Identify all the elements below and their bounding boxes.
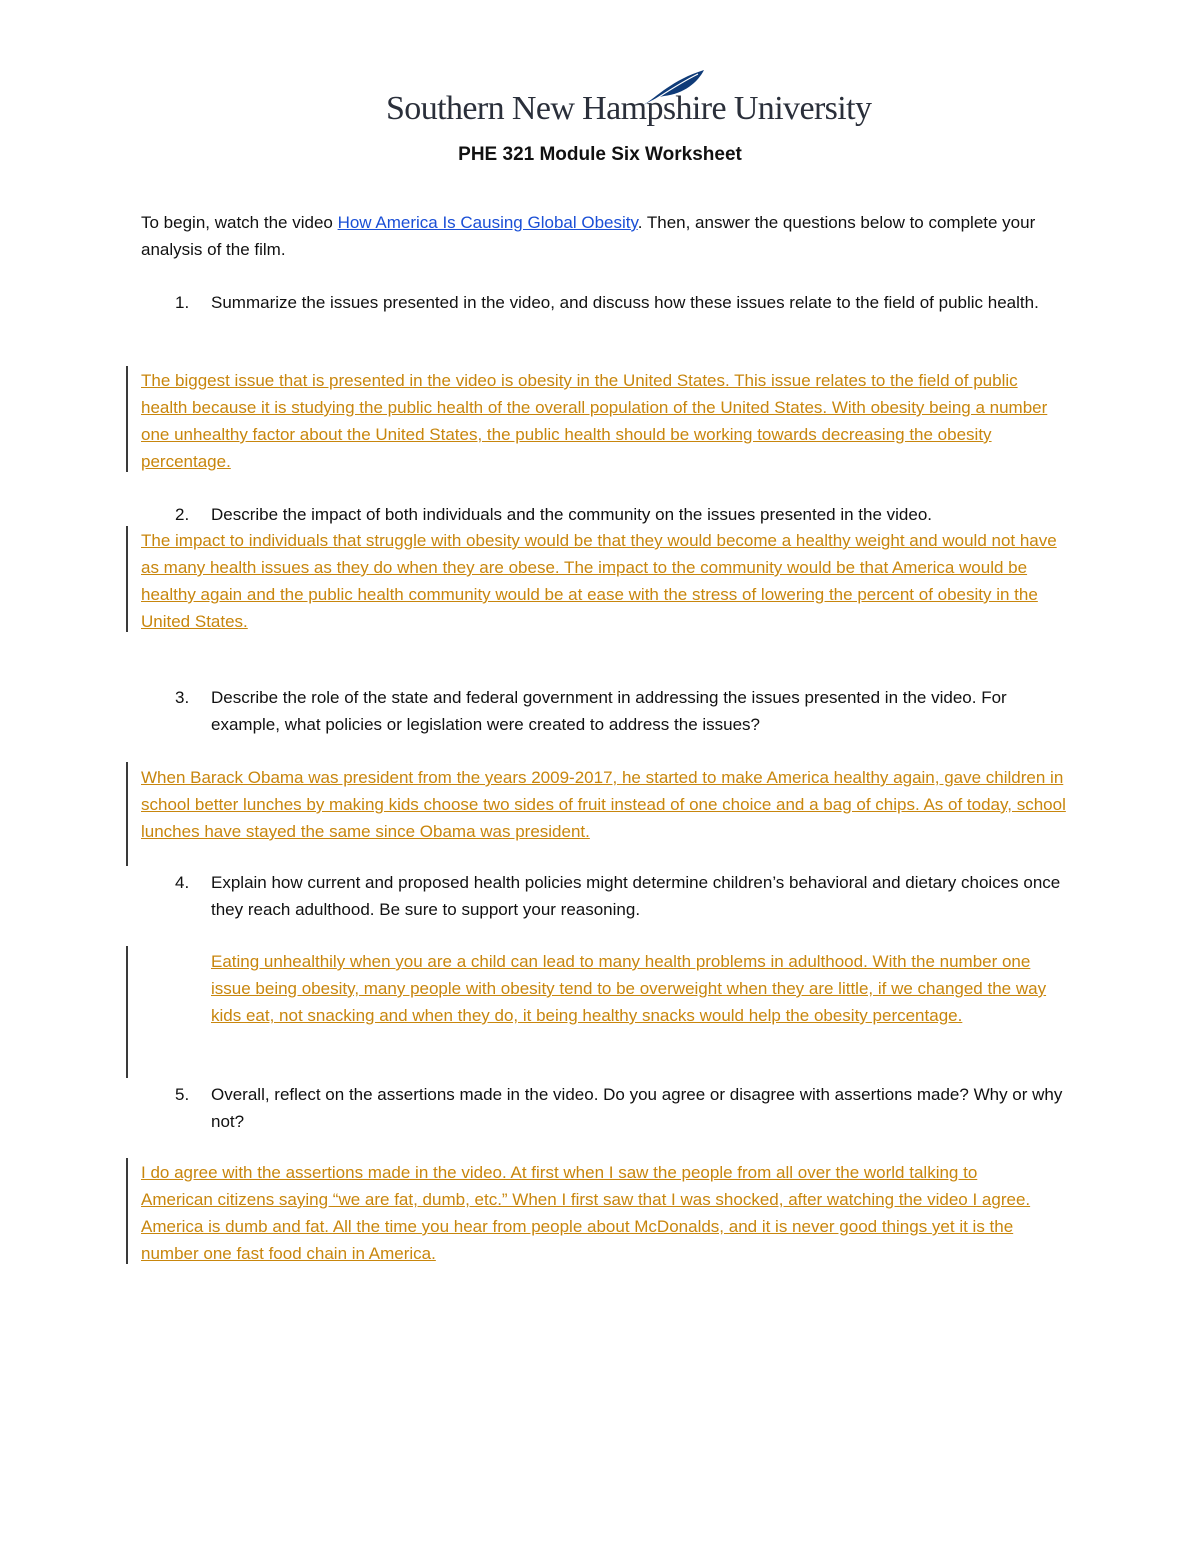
video-link[interactable]: How America Is Causing Global Obesity <box>337 213 638 232</box>
question-4 <box>141 869 1071 923</box>
question-text: Summarize the issues presented in the video, and discuss how these issues relate to the field of public health. <box>211 293 1039 312</box>
comment-bar <box>126 762 128 866</box>
answer-5: I do agree with the assertions made in the video. At first when I saw the people from all over the world talking to American citizens saying “we are fat, dumb, etc.” When I first saw that I was shocked, after watching the video I agree. America is dumb and fat. All the time you hear from people about McDonalds, and it is never good things yet it is the number one fast food chain in America. <box>141 1163 1031 1263</box>
question-text: Describe the impact of both individuals and the community on the issues presented in the video. <box>211 505 933 524</box>
question-number: 3. <box>175 688 190 707</box>
question-text: Overall, reflect on the assertions made in the video. Do you agree or disagree with assertions made? Why or why not? <box>211 1085 1063 1131</box>
university-logo <box>386 66 872 138</box>
question-number: 1. <box>175 293 190 312</box>
answer-1: The biggest issue that is presented in the video is obesity in the United States. This issue relates to the field of public health because it is studying the public health of the overall population of the United States. With obesity being a number one unhealthy factor about the United States, the public health should be working towards decreasing the obesity percentage. <box>141 371 1048 471</box>
comment-bar <box>126 1158 128 1264</box>
comment-bar <box>126 526 128 632</box>
intro-paragraph <box>141 209 1081 263</box>
intro-text-start: To begin, watch the video <box>141 213 338 232</box>
question-number: 5. <box>175 1085 190 1104</box>
comment-bar <box>126 366 128 472</box>
question-2 <box>141 501 1071 528</box>
answer-4: Eating unhealthily when you are a child can lead to many health problems in adulthood. With the number one issue being obesity, many people with obesity tend to be overweight when they are little, if we changed the way kids eat, not snacking and when they do, it being healthy snacks would help the obesity percentage. <box>211 952 1047 1025</box>
university-name: Southern New Hampshire University <box>386 90 872 127</box>
answer-3: When Barack Obama was president from the years 2009-2017, he started to make America healthy again, gave children in school better lunches by making kids choose two sides of fruit instead of one choice and a bag of chips. As of today, school lunches have stayed the same since Obama was president. <box>141 768 1066 841</box>
comment-bar <box>126 946 128 1078</box>
question-text: Explain how current and proposed health policies might determine children’s behavioral and dietary choices once they reach adulthood. Be sure to support your reasoning. <box>211 873 1061 919</box>
page-title: PHE 321 Module Six Worksheet <box>458 144 742 165</box>
question-3 <box>141 684 1071 738</box>
question-5 <box>141 1081 1071 1135</box>
question-1 <box>141 289 1071 316</box>
intro-text-end: . Then, answer the questions below to complete your analysis of the film. <box>141 213 1036 259</box>
question-text: Describe the role of the state and federal government in addressing the issues presented in the video. For example, what policies or legislation were created to address the issues? <box>211 688 1007 734</box>
question-number: 4. <box>175 873 190 892</box>
answer-2: The impact to individuals that struggle with obesity would be that they would become a healthy weight and would not have as many health issues as they do when they are obese. The impact to the community would be that America would be healthy again and the public health community would be at ease with the stress of lowering the percent of obesity in the United States. <box>141 531 1057 631</box>
question-number: 2. <box>175 505 190 524</box>
